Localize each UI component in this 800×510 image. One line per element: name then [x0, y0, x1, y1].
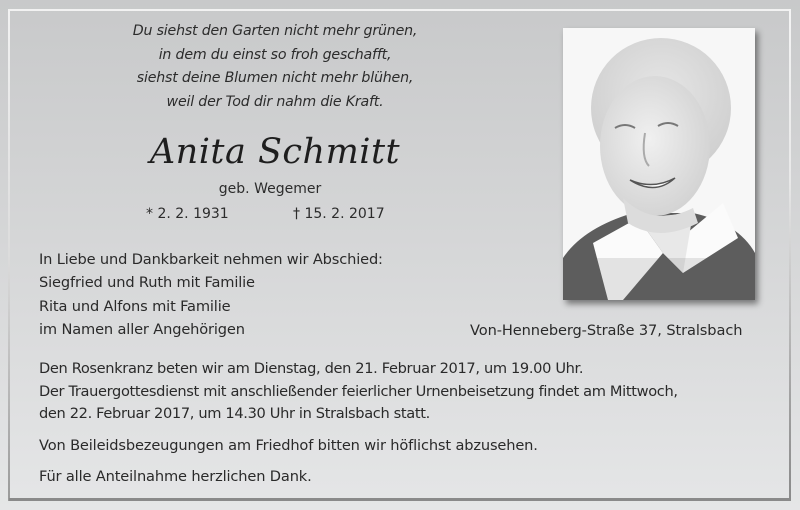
family-address: Von-Henneberg-Straße 37, Stralsbach — [470, 322, 743, 339]
condolence-request: Von Beileidsbezeugungen am Friedhof bitten wir höflichst abzusehen. — [39, 437, 538, 454]
funeral-service-info: Der Trauergottesdienst mit anschließender feierlicher Urnenbeisetzung findet am Mittwoch, — [39, 382, 678, 400]
frame-bottom-edge — [9, 498, 791, 501]
poem-line: siehst deine Blumen nicht mehr blühen, — [136, 70, 414, 87]
service-information — [39, 358, 678, 426]
poem-line: weil der Tod dir nahm die Kraft. — [166, 93, 384, 110]
frame-left-edge — [8, 9, 10, 501]
mourner-entry: im Namen aller Angehörigen — [39, 320, 245, 338]
portrait-image-icon — [563, 28, 755, 300]
mourner-entry: Siegfried und Ruth mit Familie — [39, 274, 255, 292]
mourner-entry: Rita und Alfons mit Familie — [39, 297, 231, 315]
mourners-list — [39, 248, 383, 341]
mourners-intro: In Liebe und Dankbarkeit nehmen wir Abschied: — [39, 251, 383, 268]
thanks-note: Für alle Anteilnahme herzlichen Dank. — [39, 468, 312, 485]
frame-top-edge — [9, 9, 791, 11]
funeral-service-info-continued: den 22. Februar 2017, um 14.30 Uhr in Stralsbach statt. — [39, 405, 430, 422]
birth-date: * 2. 2. 1931 — [146, 206, 229, 222]
memorial-poem — [100, 20, 450, 114]
rosary-info: Den Rosenkranz beten wir am Dienstag, den 21. Februar 2017, um 19.00 Uhr. — [39, 360, 584, 377]
poem-line: in dem du einst so froh geschafft, — [158, 46, 392, 63]
birth-name: geb. Wegemer — [218, 181, 322, 197]
poem-line: Du siehst den Garten nicht mehr grünen, — [132, 23, 418, 39]
deceased-name: Anita Schmitt — [149, 132, 401, 172]
death-date: † 15. 2. 2017 — [293, 206, 385, 222]
portrait-photo — [563, 28, 755, 300]
frame-right-edge — [789, 9, 791, 501]
